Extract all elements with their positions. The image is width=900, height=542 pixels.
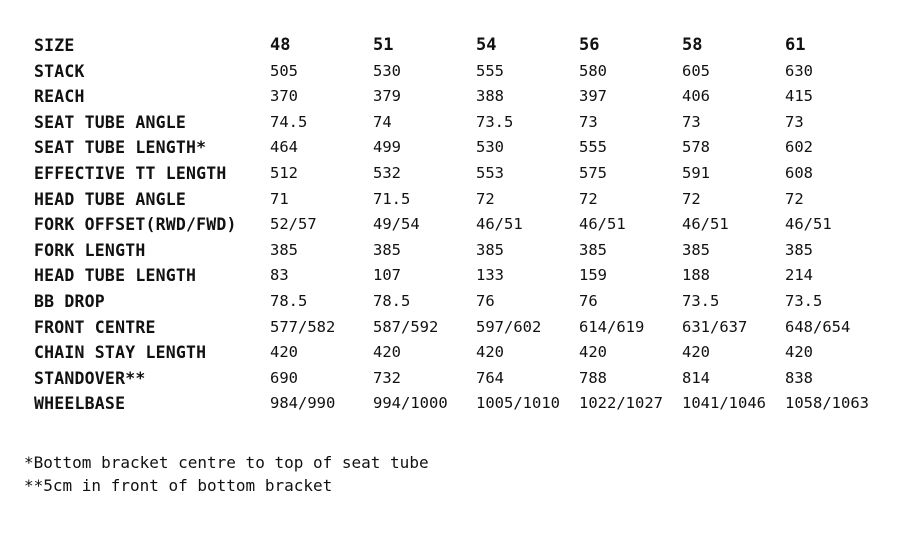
table-cell: 73.5 [785,291,823,310]
table-cell: 74.5 [270,112,308,131]
table-cell: 591 [682,163,710,182]
table-cell: 397 [579,87,607,106]
table-cell: 814 [682,368,710,387]
table-cell: 631/637 [682,317,748,336]
footnote-standover: **5cm in front of bottom bracket [24,476,333,495]
table-cell: 512 [270,163,298,182]
row-label: STACK [34,61,85,81]
table-cell: 614/619 [579,317,645,336]
table-cell: 71 [270,189,289,208]
table-cell: 630 [785,61,813,80]
table-cell: 553 [476,163,504,182]
table-cell: 406 [682,87,710,106]
table-cell: 838 [785,368,813,387]
table-cell: 78.5 [270,291,308,310]
size-header-label: SIZE [34,36,75,55]
table-cell: 52/57 [270,215,317,234]
table-cell: 76 [579,291,598,310]
table-cell: 385 [373,240,401,259]
row-label: HEAD TUBE ANGLE [34,189,187,209]
table-cell: 72 [785,189,804,208]
table-cell: 133 [476,266,504,285]
table-cell: 420 [270,343,298,362]
table-cell: 73.5 [682,291,720,310]
table-cell: 984/990 [270,394,336,413]
table-cell: 107 [373,266,401,285]
table-cell: 464 [270,138,298,157]
table-cell: 555 [579,138,607,157]
size-header-48: 48 [270,35,291,55]
table-cell: 385 [476,240,504,259]
table-row [34,212,888,238]
table-cell: 690 [270,368,298,387]
table-cell: 72 [476,189,495,208]
row-label: SEAT TUBE ANGLE [34,112,187,132]
table-cell: 420 [682,343,710,362]
row-label: EFFECTIVE TT LENGTH [34,163,227,183]
table-cell: 420 [373,343,401,362]
table-cell: 71.5 [373,189,411,208]
table-cell: 530 [373,61,401,80]
table-row [34,391,888,417]
table-cell: 578 [682,138,710,157]
size-header-51: 51 [373,35,394,55]
table-cell: 764 [476,368,504,387]
table-cell: 1005/1010 [476,394,560,413]
table-cell: 74 [373,112,392,131]
row-label: FORK LENGTH [34,240,146,260]
table-cell: 605 [682,61,710,80]
table-cell: 46/51 [579,215,626,234]
row-label: CHAIN STAY LENGTH [34,343,207,363]
table-cell: 420 [476,343,504,362]
size-header-54: 54 [476,35,497,55]
table-cell: 415 [785,87,813,106]
table-cell: 577/582 [270,317,336,336]
table-cell: 188 [682,266,710,285]
table-cell: 78.5 [373,291,411,310]
table-row [34,161,888,187]
table-cell: 73 [785,112,804,131]
footnote-seat-tube: *Bottom bracket centre to top of seat tube [24,453,429,472]
geometry-table [34,33,888,417]
table-cell: 159 [579,266,607,285]
table-header-row [34,33,888,59]
table-row [34,315,888,341]
table-cell: 602 [785,138,813,157]
table-cell: 385 [270,240,298,259]
table-cell: 532 [373,163,401,182]
table-cell: 1022/1027 [579,394,663,413]
table-cell: 385 [785,240,813,259]
table-cell: 72 [579,189,598,208]
table-cell: 49/54 [373,215,420,234]
table-cell: 73 [579,112,598,131]
table-cell: 530 [476,138,504,157]
table-row [34,84,888,110]
table-cell: 1058/1063 [785,394,869,413]
size-header-56: 56 [579,35,600,55]
table-cell: 555 [476,61,504,80]
table-row [34,135,888,161]
table-cell: 994/1000 [373,394,448,413]
table-cell: 73.5 [476,112,514,131]
table-row [34,263,888,289]
table-row [34,238,888,264]
table-cell: 597/602 [476,317,542,336]
table-cell: 214 [785,266,813,285]
row-label: BB DROP [34,291,105,311]
table-cell: 76 [476,291,495,310]
table-row [34,59,888,85]
table-cell: 388 [476,87,504,106]
table-cell: 379 [373,87,401,106]
row-label: WHEELBASE [34,394,126,414]
table-cell: 732 [373,368,401,387]
table-cell: 505 [270,61,298,80]
table-row [34,110,888,136]
table-cell: 46/51 [476,215,523,234]
table-cell: 46/51 [682,215,729,234]
table-cell: 83 [270,266,289,285]
table-cell: 788 [579,368,607,387]
row-label: FRONT CENTRE [34,317,156,337]
table-row [34,340,888,366]
table-cell: 73 [682,112,701,131]
table-cell: 72 [682,189,701,208]
row-label: HEAD TUBE LENGTH [34,266,197,286]
table-cell: 499 [373,138,401,157]
table-cell: 46/51 [785,215,832,234]
table-row [34,366,888,392]
table-cell: 385 [682,240,710,259]
table-cell: 648/654 [785,317,851,336]
table-cell: 420 [785,343,813,362]
row-label: FORK OFFSET(RWD/FWD) [34,215,237,235]
row-label: SEAT TUBE LENGTH* [34,138,207,158]
table-cell: 580 [579,61,607,80]
table-cell: 420 [579,343,607,362]
size-header-58: 58 [682,35,703,55]
table-cell: 1041/1046 [682,394,766,413]
size-header-61: 61 [785,35,806,55]
table-cell: 575 [579,163,607,182]
table-cell: 608 [785,163,813,182]
table-cell: 385 [579,240,607,259]
footnotes [24,451,429,497]
table-row [34,289,888,315]
table-cell: 587/592 [373,317,439,336]
table-row [34,187,888,213]
table-cell: 370 [270,87,298,106]
row-label: STANDOVER** [34,368,146,388]
row-label: REACH [34,87,85,107]
